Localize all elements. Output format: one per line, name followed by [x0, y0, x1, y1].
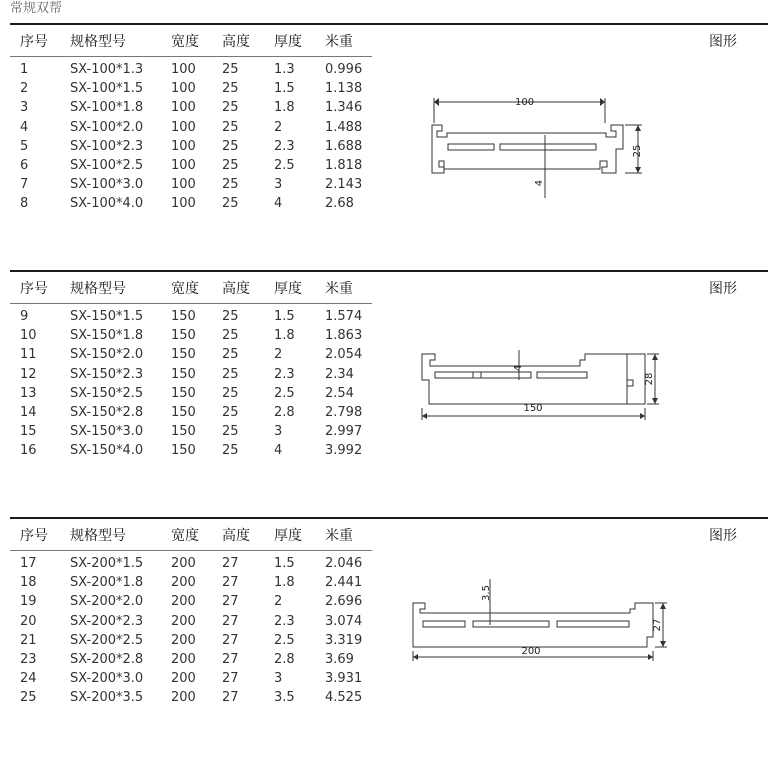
table-row — [0, 690, 380, 709]
table-row — [0, 594, 380, 613]
row-model: SX-150*2.8 — [70, 405, 144, 420]
col-header-thickness: 厚度 — [274, 281, 302, 297]
col-header-index: 序号 — [20, 528, 48, 544]
row-thickness: 1.3 — [274, 62, 295, 77]
row-thickness: 2 — [274, 594, 283, 610]
row-weight: 0.996 — [325, 62, 363, 77]
row-width: 100 — [171, 138, 196, 154]
row-thickness: 2.3 — [274, 138, 295, 154]
table-row — [0, 81, 380, 100]
dim-height-label: 25 — [632, 144, 643, 158]
row-index: 6 — [20, 158, 29, 173]
table-row — [0, 100, 380, 119]
row-height: 25 — [222, 100, 239, 116]
table-row — [0, 633, 380, 652]
col-header-height: 高度 — [222, 34, 250, 50]
dim-thickness-label: 4 — [513, 364, 524, 372]
row-weight: 2.997 — [325, 424, 363, 440]
row-weight: 2.54 — [325, 385, 354, 401]
col-header-weight: 米重 — [325, 528, 353, 544]
table-row — [0, 196, 380, 215]
row-weight: 2.34 — [325, 366, 354, 382]
row-model: SX-150*3.0 — [70, 424, 144, 440]
row-width: 100 — [171, 196, 196, 212]
figure-label: 图形 — [709, 281, 737, 297]
table-row — [0, 614, 380, 633]
row-model: SX-200*2.5 — [70, 632, 144, 648]
row-weight: 4.525 — [325, 690, 363, 706]
profile-drawing-1 — [420, 93, 660, 187]
table-row — [0, 556, 380, 575]
row-height: 25 — [222, 81, 239, 97]
row-index: 5 — [20, 138, 29, 154]
row-index: 7 — [20, 177, 29, 193]
row-thickness: 1.8 — [274, 575, 295, 591]
row-height: 25 — [222, 196, 239, 212]
spec-section-2 — [0, 270, 777, 515]
row-index: 17 — [20, 556, 37, 571]
col-header-index: 序号 — [20, 281, 48, 297]
row-height: 25 — [222, 62, 239, 77]
header-rule — [10, 550, 372, 551]
row-index: 15 — [20, 424, 37, 440]
row-index: 12 — [20, 366, 37, 382]
row-model: SX-100*1.8 — [70, 100, 144, 116]
row-width: 100 — [171, 119, 196, 135]
row-height: 25 — [222, 366, 239, 382]
row-height: 27 — [222, 594, 239, 610]
row-height: 25 — [222, 138, 239, 154]
row-index: 18 — [20, 575, 37, 591]
table-row — [0, 443, 380, 462]
row-width: 200 — [171, 613, 196, 629]
row-thickness: 1.5 — [274, 81, 295, 97]
dim-width-label: 100 — [515, 97, 535, 108]
row-index: 2 — [20, 81, 29, 97]
row-weight: 2.68 — [325, 196, 354, 212]
table-row — [0, 177, 380, 196]
row-index: 11 — [20, 347, 37, 363]
row-index: 9 — [20, 309, 29, 324]
row-index: 4 — [20, 119, 29, 135]
row-thickness: 1.8 — [274, 328, 295, 344]
row-model: SX-100*2.0 — [70, 119, 144, 135]
row-thickness: 2.5 — [274, 385, 295, 401]
row-weight: 1.818 — [325, 158, 363, 173]
section-divider — [10, 517, 768, 519]
table-row — [0, 347, 380, 366]
table-row — [0, 405, 380, 424]
dim-height-label: 28 — [644, 372, 655, 386]
row-width: 150 — [171, 347, 196, 363]
row-width: 150 — [171, 405, 196, 420]
col-header-height: 高度 — [222, 281, 250, 297]
row-model: SX-100*1.3 — [70, 62, 144, 77]
row-model: SX-200*2.8 — [70, 652, 144, 667]
row-thickness: 2.8 — [274, 405, 295, 420]
row-width: 150 — [171, 443, 196, 459]
row-thickness: 4 — [274, 443, 283, 459]
row-index: 25 — [20, 690, 37, 706]
row-width: 100 — [171, 100, 196, 116]
row-height: 25 — [222, 424, 239, 440]
row-weight: 1.138 — [325, 81, 363, 97]
col-header-model: 规格型号 — [70, 281, 126, 297]
row-index: 20 — [20, 613, 37, 629]
row-index: 3 — [20, 100, 29, 116]
row-height: 27 — [222, 671, 239, 687]
row-model: SX-100*2.5 — [70, 158, 144, 173]
row-width: 150 — [171, 385, 196, 401]
row-thickness: 3 — [274, 671, 283, 687]
row-height: 25 — [222, 177, 239, 193]
row-width: 100 — [171, 177, 196, 193]
dim-width-label: 200 — [521, 646, 541, 657]
row-thickness: 1.5 — [274, 309, 295, 324]
row-model: SX-150*2.3 — [70, 366, 144, 382]
row-weight: 3.69 — [325, 652, 354, 667]
table-row — [0, 386, 380, 405]
table-row — [0, 652, 380, 671]
row-height: 25 — [222, 328, 239, 344]
row-thickness: 2.5 — [274, 158, 295, 173]
col-header-width: 宽度 — [171, 281, 199, 297]
header-rule — [10, 56, 372, 57]
row-thickness: 2 — [274, 119, 283, 135]
row-thickness: 2.3 — [274, 366, 295, 382]
table-row — [0, 328, 380, 347]
row-weight: 2.054 — [325, 347, 363, 363]
row-weight: 1.688 — [325, 138, 363, 154]
row-height: 27 — [222, 652, 239, 667]
row-width: 100 — [171, 158, 196, 173]
row-model: SX-150*4.0 — [70, 443, 144, 459]
row-model: SX-150*1.5 — [70, 309, 144, 324]
row-model: SX-150*1.8 — [70, 328, 144, 344]
col-header-weight: 米重 — [325, 281, 353, 297]
row-model: SX-100*1.5 — [70, 81, 144, 97]
table-row — [0, 671, 380, 690]
row-height: 25 — [222, 119, 239, 135]
table-row — [0, 575, 380, 594]
figure-label: 图形 — [709, 528, 737, 544]
col-header-model: 规格型号 — [70, 34, 126, 50]
row-model: SX-200*2.3 — [70, 613, 144, 629]
row-width: 150 — [171, 424, 196, 440]
section-divider — [10, 23, 768, 25]
row-width: 200 — [171, 652, 196, 667]
row-weight: 3.074 — [325, 613, 363, 629]
col-header-width: 宽度 — [171, 34, 199, 50]
row-model: SX-200*3.0 — [70, 671, 144, 687]
row-model: SX-200*2.0 — [70, 594, 144, 610]
table-row — [0, 62, 380, 81]
row-index: 13 — [20, 385, 37, 401]
row-width: 200 — [171, 575, 196, 591]
row-weight: 1.863 — [325, 328, 363, 344]
row-width: 200 — [171, 690, 196, 706]
row-thickness: 3 — [274, 424, 283, 440]
dim-thickness-label: 4 — [534, 179, 545, 187]
row-thickness: 3 — [274, 177, 283, 193]
row-thickness: 2.5 — [274, 632, 295, 648]
row-index: 8 — [20, 196, 29, 212]
row-height: 27 — [222, 556, 239, 571]
row-weight: 3.992 — [325, 443, 363, 459]
row-model: SX-100*3.0 — [70, 177, 144, 193]
row-weight: 2.696 — [325, 594, 363, 610]
table-row — [0, 158, 380, 177]
row-width: 100 — [171, 81, 196, 97]
row-width: 150 — [171, 366, 196, 382]
row-height: 27 — [222, 613, 239, 629]
row-width: 200 — [171, 671, 196, 687]
row-width: 200 — [171, 594, 196, 610]
row-thickness: 3.5 — [274, 690, 295, 706]
row-model: SX-200*1.8 — [70, 575, 144, 591]
row-height: 25 — [222, 385, 239, 401]
row-width: 200 — [171, 632, 196, 648]
row-height: 25 — [222, 347, 239, 363]
table-row — [0, 367, 380, 386]
row-index: 24 — [20, 671, 37, 687]
table-row — [0, 309, 380, 328]
header-rule — [10, 303, 372, 304]
row-height: 25 — [222, 443, 239, 459]
spec-section-3 — [0, 517, 777, 762]
table-row — [0, 424, 380, 443]
col-header-thickness: 厚度 — [274, 34, 302, 50]
row-model: SX-200*3.5 — [70, 690, 144, 706]
row-height: 27 — [222, 690, 239, 706]
row-index: 21 — [20, 632, 37, 648]
table-row — [0, 120, 380, 139]
row-model: SX-150*2.5 — [70, 385, 144, 401]
row-model: SX-100*2.3 — [70, 138, 144, 154]
row-thickness: 1.8 — [274, 100, 295, 116]
row-index: 23 — [20, 652, 37, 667]
dim-thickness-label: 3.5 — [481, 585, 492, 601]
row-height: 25 — [222, 158, 239, 173]
row-weight: 3.319 — [325, 632, 363, 648]
col-header-thickness: 厚度 — [274, 528, 302, 544]
page-title: 常规双帮 — [10, 1, 63, 16]
row-width: 200 — [171, 556, 196, 571]
section-divider — [10, 270, 768, 272]
row-weight: 1.488 — [325, 119, 363, 135]
row-index: 10 — [20, 328, 37, 344]
row-model: SX-100*4.0 — [70, 196, 144, 212]
row-weight: 3.931 — [325, 671, 363, 687]
row-index: 16 — [20, 443, 37, 459]
row-height: 25 — [222, 309, 239, 324]
spec-section-1 — [0, 23, 777, 268]
row-height: 27 — [222, 575, 239, 591]
row-thickness: 1.5 — [274, 556, 295, 571]
row-height: 25 — [222, 405, 239, 420]
row-thickness: 2 — [274, 347, 283, 363]
dim-width-label: 150 — [523, 403, 543, 414]
row-width: 150 — [171, 309, 196, 324]
row-weight: 1.574 — [325, 309, 363, 324]
col-header-model: 规格型号 — [70, 528, 126, 544]
col-header-index: 序号 — [20, 34, 48, 50]
profile-drawing-2 — [415, 350, 665, 435]
col-header-width: 宽度 — [171, 528, 199, 544]
row-thickness: 2.8 — [274, 652, 295, 667]
row-weight: 1.346 — [325, 100, 363, 116]
row-weight: 2.441 — [325, 575, 363, 591]
row-model: SX-150*2.0 — [70, 347, 144, 363]
row-width: 100 — [171, 62, 196, 77]
col-header-weight: 米重 — [325, 34, 353, 50]
row-weight: 2.798 — [325, 405, 363, 420]
row-index: 1 — [20, 62, 29, 77]
figure-label: 图形 — [709, 34, 737, 50]
row-thickness: 2.3 — [274, 613, 295, 629]
col-header-height: 高度 — [222, 528, 250, 544]
row-index: 14 — [20, 405, 37, 420]
row-width: 150 — [171, 328, 196, 344]
row-height: 27 — [222, 632, 239, 648]
dim-height-label: 27 — [652, 618, 663, 632]
table-row — [0, 139, 380, 158]
row-model: SX-200*1.5 — [70, 556, 144, 571]
profile-drawing-3 — [405, 577, 665, 667]
row-index: 19 — [20, 594, 37, 610]
row-weight: 2.143 — [325, 177, 363, 193]
row-thickness: 4 — [274, 196, 283, 212]
row-weight: 2.046 — [325, 556, 363, 571]
